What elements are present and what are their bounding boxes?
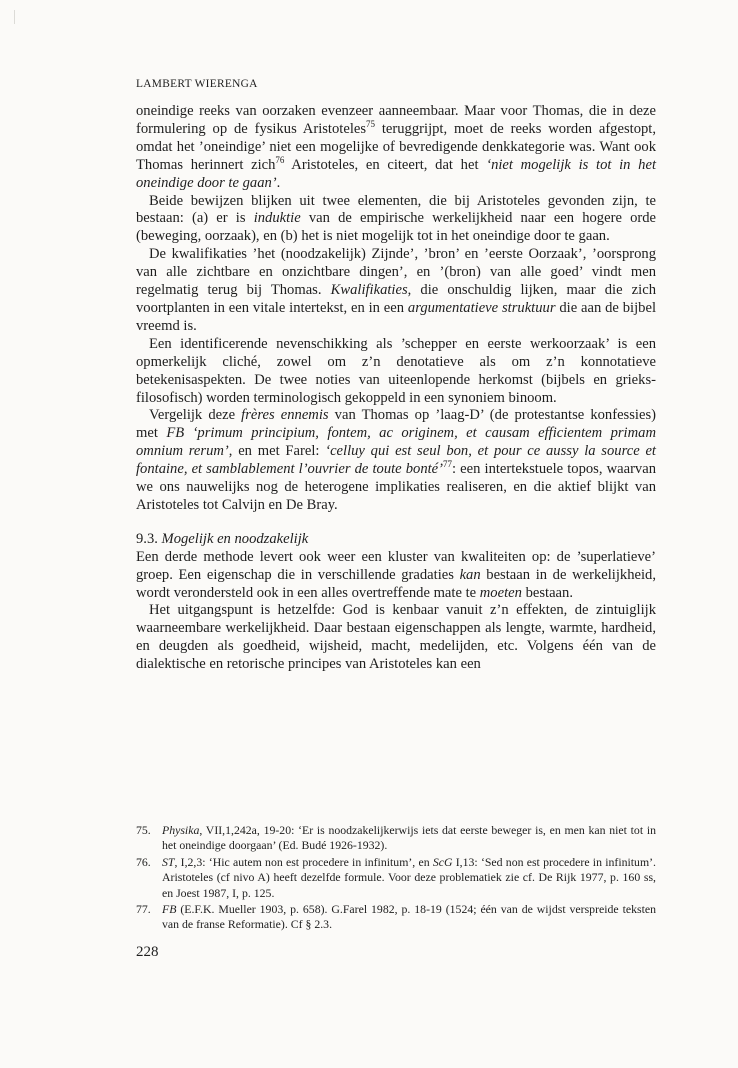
italic-term: moeten: [479, 584, 522, 601]
text-run: De kwalifikaties ’het (noodzakelijk) Zijnde’, ’bron’ en ’eerste Oorzaak’, ’oorsprong van alle zichtbare en onzichtbare dingen’, en ’(bron) van alle goed’ vindt men regelmatig terug bij Thomas.: [136, 246, 656, 299]
text-run: , I,2,3: ‘Hic autem non est procedere in infinitum’, en: [174, 854, 433, 869]
footnote-number: 75.: [136, 823, 151, 837]
italic-title: FB: [162, 902, 177, 917]
text-run: , die onschuldig lijken, maar die zich voortplanten in een vitale intertekst, en in een: [136, 282, 656, 316]
text-run: Vergelijk deze: [149, 407, 242, 424]
paragraph-5: [136, 407, 656, 514]
text-run: die aan de bijbel vreemd is.: [136, 299, 656, 334]
footnotes: [136, 823, 656, 934]
italic-title: ST: [162, 854, 175, 869]
footnote-text: [162, 902, 656, 933]
text-run: I,13: ‘Sed non est procedere in infinitum’. Aristoteles (cf nivo A) heeft dezelfde formule. Voor deze problematiek zie cf. De Rijk 1977, p. 160 ss, en Joest 1987, I, p. 125.: [162, 854, 656, 900]
italic-term: argumentatieve struktuur: [407, 299, 556, 316]
paragraph-1: [136, 103, 656, 193]
section-title: Mogelijk en noodzakelijk: [161, 530, 309, 547]
paragraph-7: [136, 602, 656, 674]
text-run: oneindige reeks van oorzaken evenzeer aanneembaar. Maar voor Thomas, die in deze formulering op de fysikus Aristoteles: [136, 103, 656, 137]
text-run: teruggrijpt, moet de reeks worden afgestopt, omdat het ’oneindige’ niet een mogelijke of bevredigende denkkategorie was. Want ook Thomas herinnert zich: [136, 120, 656, 173]
page-number: 228: [136, 944, 159, 960]
section-number: 9.3.: [136, 530, 162, 547]
footnote-76: [136, 855, 656, 901]
italic-quote: ‘niet mogelijk is tot in het oneindige door te gaan’: [136, 156, 657, 191]
paragraph-3: [136, 246, 656, 336]
footnote-text: [162, 855, 656, 901]
text-run: van Thomas op ’laag-D’ (de protestantse konfessies) met: [136, 407, 656, 442]
italic-quote: FB ‘primum principium, fontem, ac originem, et causam efficientem primam omnium rerum’: [136, 425, 656, 460]
scan-artifact: [14, 10, 19, 24]
italic-term: frères ennemis: [241, 407, 329, 424]
italic-quote: ‘celluy qui est seul bon, et pour ce aussy la source et fontaine, et samblablement l’ouvrier de toute bonté’: [136, 443, 656, 478]
footnote-ref-77[interactable]: 77: [443, 459, 453, 470]
paragraph-2: [136, 193, 656, 247]
text-run: bestaan in de werkelijkheid, wordt verondersteld ook in een alles overtreffende mate te: [136, 566, 656, 601]
footnote-number: 77.: [136, 902, 151, 917]
text-run: bestaan.: [521, 584, 573, 601]
text-run: Het uitgangspunt is hetzelfde: God is kenbaar vanuit z’n effekten, de zintuiglijk waarneembare werkelijkheid. Daar bestaan eigenschappen als lengte, warmte, hardheid, en deugden als goedheid, wijsheid, macht, medelijden, etc. Volgens één van de dialektische en retorische principes van Aristoteles kan een: [136, 602, 656, 673]
text-run: Beide bewijzen blijken uit twee elementen, die bij Aristoteles gevonden zijn, te bestaan: (a) er is: [136, 192, 656, 227]
footnote-ref-76[interactable]: 76: [275, 154, 285, 165]
footnote-75: [136, 823, 656, 854]
text-run: , VII,1,242a, 19-20: ‘Er is noodzakelijkerwijs iets dat eerste beweger is, en men kan niet tot in het oneindige doorgaan’ (Ed. Budé 1926-1932).: [162, 823, 656, 853]
footnote-77: [136, 902, 656, 933]
paragraph-6: [136, 549, 656, 603]
running-head: LAMBERT WIERENGA: [136, 78, 258, 90]
footnote-text: [162, 823, 656, 854]
italic-term: kan: [459, 566, 481, 583]
italic-term: induktie: [253, 210, 301, 227]
footnote-ref-75[interactable]: 75: [366, 119, 376, 130]
footnote-number: 76.: [136, 854, 151, 869]
text-run: .: [276, 174, 281, 191]
text-run: : een intertekstuele topos, waarvan we ons nauwelijks nog de heterogene implikaties realiseren, en die aktief blijkt van Aristoteles tot Calvijn en De Bray.: [136, 461, 657, 513]
italic-term: Kwalifikaties: [330, 282, 408, 299]
section-heading: [136, 531, 656, 549]
text-run: van de empirische werkelijkheid naar een hogere orde (beweging, oorzaak), en (b) het is niet mogelijk tot in het oneindige door te gaan.: [136, 210, 656, 245]
text-run: (E.F.K. Mueller 1903, p. 658). G.Farel 1982, p. 18-19 (1524; één van de wijdst verspreide teksten van de franse Reformatie). Cf § 2.3.: [162, 902, 656, 932]
text-run: Een identificerende nevenschikking als ’schepper en eerste werkoorzaak’ is een opmerkelijk cliché, zowel om z’n denotatieve als om z’n konnotatieve betekenisaspekten. De twee noties van uiteenlopende herkomst (bijbels en grieks-filosofisch) worden terminologisch gekoppeld in een synoniem binoom.: [136, 335, 656, 406]
italic-title: ScG: [432, 854, 453, 869]
text-run: , en met Farel:: [228, 443, 326, 460]
text-run: Een derde methode levert ook weer een kluster van kwaliteiten op: de ’superlatieve’ groep. Een eigenschap die in verschillende gradaties: [136, 548, 656, 583]
paragraph-4: [136, 336, 656, 408]
italic-title: Physika: [162, 823, 200, 837]
body-text: [136, 103, 656, 674]
text-run: Aristoteles, en citeert, dat het: [284, 156, 487, 173]
